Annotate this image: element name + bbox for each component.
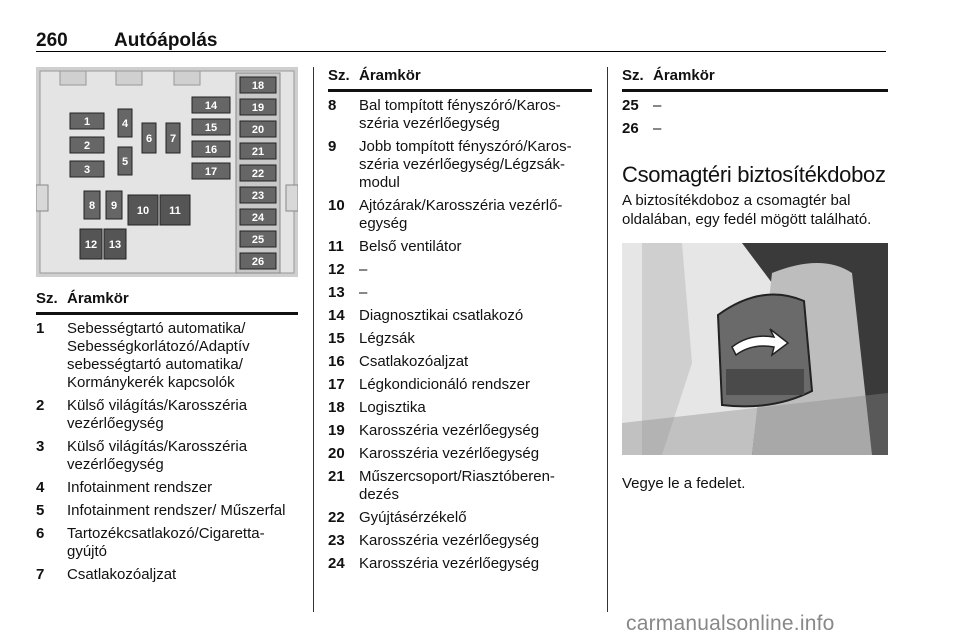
fuse-number: 10 [328,197,345,214]
circuit-name: Légkondicionáló rendszer [359,376,530,393]
table-row [328,284,592,302]
table-row [36,320,298,392]
circuit-name: – [359,261,368,278]
circuit-name: Logisztika [359,399,426,416]
fuse-number: 3 [36,438,45,455]
fuse-number: 14 [328,307,345,324]
circuit-name: Jobb tompított fényszóró/Karos- széria vezérlőegység/Légzsák- modul [359,138,572,191]
page-number: 260 [36,30,68,51]
table-row [328,261,592,279]
table-row [328,330,592,348]
fuse-number: 8 [328,97,337,114]
instruction-text: Vegye le a fedelet. [622,475,746,492]
fuse-label: 9 [110,200,118,212]
fuse-number: 12 [328,261,345,278]
fuse-number: 25 [622,97,639,114]
page-title: Autóápolás [114,30,218,51]
table-row [328,97,592,133]
table-row [622,97,888,115]
fuse-number: 7 [36,566,45,583]
fuse-number: 16 [328,353,345,370]
circuit-name: Külső világítás/Karosszéria vezérlőegység [67,397,248,432]
circuit-name: – [359,284,368,301]
fuse-label: 13 [108,239,122,251]
fuse-number: 4 [36,479,45,496]
table-row [328,307,592,325]
fuse-label: 5 [121,156,129,168]
circuit-name: – [653,97,662,114]
fuse-label: 7 [169,133,177,145]
circuit-name: Bal tompított fényszóró/Karos- széria vezérlőegység [359,97,561,132]
circuit-name: Gyújtásérzékelő [359,509,467,526]
fuse-table-part-2 [328,67,592,573]
table-row [36,525,298,561]
circuit-name: Ajtózárak/Karosszéria vezérlő- egység [359,197,563,232]
fuse-label: 14 [204,100,218,112]
circuit-name: Külső világítás/Karosszéria vezérlőegység [67,438,248,473]
fuse-label: 25 [251,234,265,246]
table-row [36,397,298,433]
fuse-label: 23 [251,190,265,202]
table-row [622,120,888,138]
table-row [328,509,592,527]
fuse-label: 4 [121,118,129,130]
table-row [328,197,592,233]
table-row [36,566,298,584]
fuse-label: 11 [169,205,181,217]
fuse-number: 20 [328,445,345,462]
fuse-label: 22 [251,168,265,180]
table-row [328,468,592,504]
section-intro: A biztosítékdoboz a csomagtér bal oldalában, egy fedél mögött található. [622,192,872,228]
fuse-number: 26 [622,120,639,137]
fuse-label: 15 [204,122,218,134]
circuit-name: Karosszéria vezérlőegység [359,445,540,462]
fuse-label: 8 [88,200,96,212]
circuit-name: Karosszéria vezérlőegység [359,555,540,572]
circuit-name: Infotainment rendszer [67,479,213,496]
circuit-name: Tartozékcsatlakozó/Cigaretta- gyújtó [67,525,265,560]
header-number: Sz. [622,67,644,84]
circuit-name: Diagnosztikai csatlakozó [359,307,524,324]
fuse-number: 13 [328,284,345,301]
fuse-number: 19 [328,422,345,439]
fuse-label: 1 [83,116,91,128]
fuse-label: 3 [83,164,91,176]
column-divider-1 [313,67,314,612]
fuse-number: 15 [328,330,345,347]
fuse-number: 23 [328,532,345,549]
table-row [36,438,298,474]
fuse-table-part-3 [622,67,888,493]
header-circuit: Áramkör [359,67,421,84]
fuse-label: 6 [145,133,153,145]
page-header [36,30,886,52]
header-number: Sz. [36,290,58,307]
table-row [328,353,592,371]
fuse-number: 21 [328,468,345,485]
table-row [328,422,592,440]
section-title: Csomagtéri biztosítékdoboz [622,162,886,187]
fuse-number: 5 [36,502,45,519]
fuse-box-diagram [36,67,298,277]
column-divider-2 [607,67,608,612]
table-row [328,555,592,573]
fuse-label: 19 [251,102,265,114]
table-row [36,502,298,520]
fuse-label: 17 [204,166,218,178]
fuse-number: 22 [328,509,345,526]
fuse-number: 18 [328,399,345,416]
fuse-table-part-1 [36,290,298,584]
fuse-label: 16 [204,144,218,156]
fuse-label: 2 [83,140,91,152]
header-circuit: Áramkör [653,67,715,84]
circuit-name: Karosszéria vezérlőegység [359,532,540,549]
table-header [622,67,888,92]
fuse-label: 20 [251,124,265,136]
table-row [328,238,592,256]
table-row [328,138,592,192]
table-header [36,290,298,315]
header-number: Sz. [328,67,350,84]
fuse-label: 24 [251,212,265,224]
circuit-name: Infotainment rendszer/ Műszerfal [67,502,286,519]
header-rule [36,51,886,52]
fuse-label: 10 [136,205,150,217]
fuse-label: 26 [251,256,265,268]
table-row [328,376,592,394]
circuit-name: Légzsák [359,330,415,347]
table-row [328,399,592,417]
header-circuit: Áramkör [67,290,129,307]
fuse-number: 17 [328,376,345,393]
watermark: carmanualsonline.info [626,612,835,635]
circuit-name: – [653,120,662,137]
fuse-number: 1 [36,320,45,337]
table-header [328,67,592,92]
table-row [36,479,298,497]
circuit-name: Karosszéria vezérlőegység [359,422,540,439]
circuit-name: Sebességtartó automatika/ Sebességkorlátozó/Adaptív sebességtartó automatika/ Kormánykerék kapcsolók [67,320,250,391]
table-row [328,445,592,463]
circuit-name: Csatlakozóaljzat [359,353,469,370]
circuit-name: Műszercsoport/Riasztóberen- dezés [359,468,555,503]
circuit-name: Belső ventilátor [359,238,462,255]
fuse-number: 6 [36,525,45,542]
fuse-label: 12 [84,239,98,251]
fuse-label: 21 [251,146,265,158]
fuse-number: 9 [328,138,337,155]
trunk-fuse-cover-photo [622,243,888,455]
fuse-label: 18 [251,80,265,92]
circuit-name: Csatlakozóaljzat [67,566,177,583]
fuse-number: 2 [36,397,45,414]
fuse-number: 11 [328,238,344,255]
fuse-number: 24 [328,555,345,572]
table-row [328,532,592,550]
